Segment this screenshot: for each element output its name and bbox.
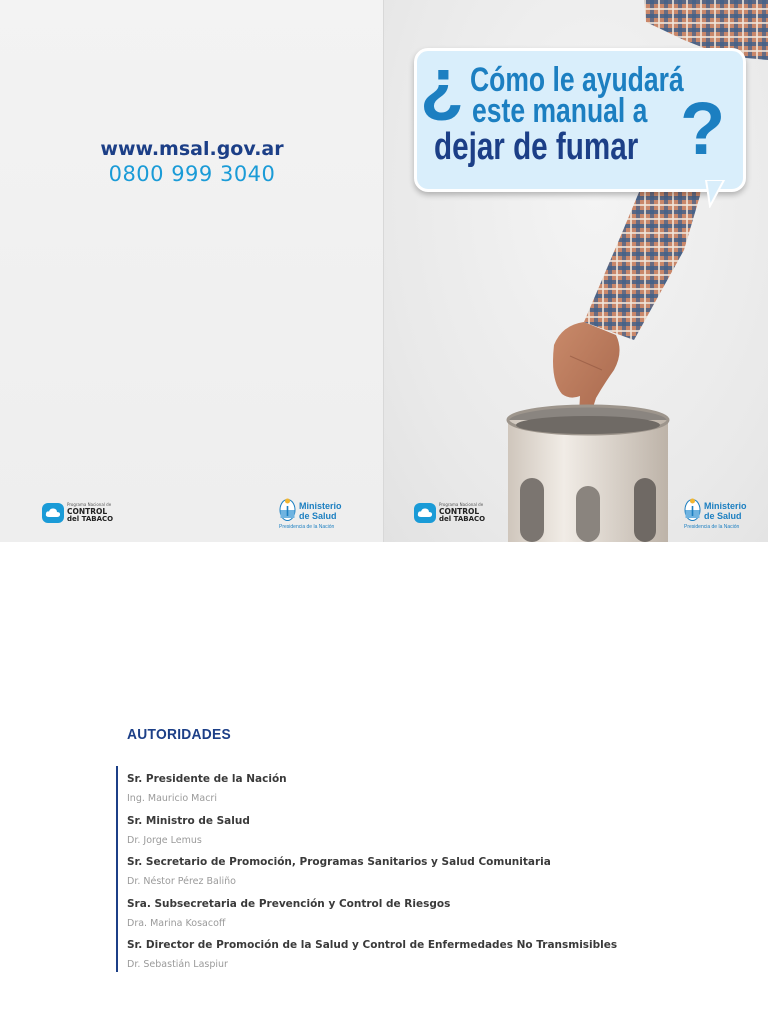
logo-caption: Programa Nacional de (67, 502, 112, 507)
authority-name: Ing. Mauricio Macri (127, 793, 217, 804)
back-cover (0, 0, 384, 542)
cloud-icon (42, 503, 64, 523)
headline-line-2: este manual a (472, 92, 648, 130)
list-item (127, 855, 727, 897)
ministerio-word: Ministerio (299, 501, 342, 511)
control-tabaco-logo-front (414, 500, 494, 530)
list-item (127, 897, 727, 939)
authority-name: Dr. Sebastián Laspiur (127, 959, 228, 970)
logo-caption: Programa Nacional de (439, 502, 484, 507)
front-cover (384, 0, 768, 542)
logo-word-tabaco: del TABACO (439, 515, 486, 523)
logo-word-control: CONTROL (439, 507, 480, 516)
headline-line-3: dejar de fumar (434, 126, 639, 168)
website-link[interactable]: www.msal.gov.ar (100, 138, 284, 160)
authority-name: Dra. Marina Kosacoff (127, 917, 226, 929)
de-salud-word: de Salud (299, 511, 337, 521)
cloud-icon (414, 503, 436, 523)
authorities-heading: AUTORIDADES (127, 726, 232, 743)
logo-word-tabaco: del TABACO (67, 515, 114, 523)
ministerio-salud-logo-front (684, 498, 764, 534)
speech-bubble-tail-icon (704, 180, 726, 208)
closing-question-mark: ? (680, 87, 726, 170)
logo-word-control: CONTROL (67, 507, 108, 516)
headline-line-1: Cómo le ayudará (470, 61, 684, 99)
authority-name: Dr. Néstor Pérez Baliño (127, 876, 236, 887)
argentina-coat-of-arms-icon (279, 498, 296, 522)
authorities-accent-rule (116, 766, 118, 972)
authority-role: Sr. Ministro de Salud (127, 814, 250, 827)
de-salud-word: de Salud (704, 511, 742, 521)
authority-name: Dr. Jorge Lemus (127, 834, 202, 846)
phone-number: 0800 999 3040 (108, 162, 276, 186)
presidencia-caption: Presidencia de la Nación (684, 524, 740, 530)
list-item (127, 772, 727, 814)
authorities-list (127, 772, 727, 980)
opening-question-mark: ¿ (420, 44, 464, 124)
authority-role: Sr. Secretario de Promoción, Programas Sanitarios y Salud Comunitaria (127, 856, 551, 868)
authority-role: Sr. Director de Promoción de la Salud y Control de Enfermedades No Transmisibles (127, 939, 618, 951)
ministerio-salud-logo (279, 498, 359, 534)
control-tabaco-logo (42, 500, 122, 530)
authority-role: Sra. Subsecretaria de Prevención y Control de Riesgos (127, 897, 451, 910)
ministerio-word: Ministerio (704, 501, 747, 511)
list-item (127, 938, 727, 980)
presidencia-caption: Presidencia de la Nación (279, 524, 335, 530)
list-item (127, 814, 727, 856)
argentina-coat-of-arms-icon (684, 498, 701, 522)
authority-role: Sr. Presidente de la Nación (127, 773, 287, 785)
